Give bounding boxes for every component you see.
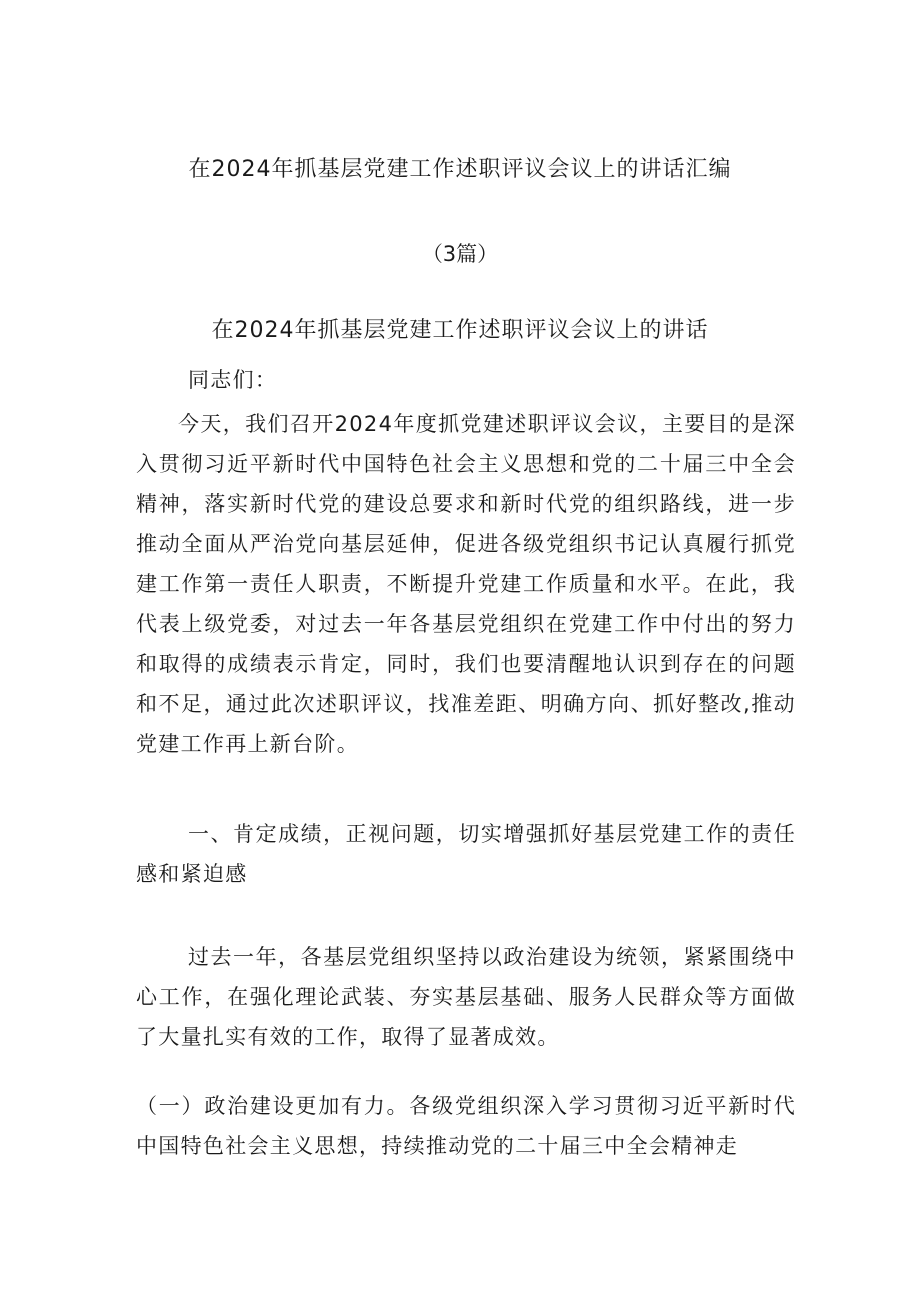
greeting: 同志们： <box>188 368 278 392</box>
paragraph-intro: 今天，我们召开2024年度抓党建述职评议会议，主要目的是深入贯彻习近平新时代中国特色社会主义思想和党的二十届三中全会精神，落实新时代党的建设总要求和新时代党的组织路线，进一步推动全面从严治党向基层延伸，促进各级党组织书记认真履行抓党建工作第一责任人职责，不断提升党建工作质量和水平。在此，我代表上级党委，对过去一年各基层党组织在党建工作中付出的努力和取得的成绩表示肯定，同时，我们也要清醒地认识到存在的问题和不足，通过此次述职评议，找准差距、明确方向、抓好整改,推动党建工作再上新台阶。 <box>136 412 796 756</box>
paragraph-achievements: 过去一年，各基层党组织坚持以政治建设为统领，紧紧围绕中心工作，在强化理论武装、夯实基层基础、服务人民群众等方面做了大量扎实有效的工作，取得了显著成效。 <box>136 945 796 1049</box>
speech-title: 在2024年抓基层党建工作述职评议会议上的讲话 <box>211 318 709 343</box>
section-heading-1: 一、肯定成绩，正视问题，切实增强抓好基层党建工作的责任感和紧迫感 <box>136 822 796 886</box>
document-subtitle: （3篇） <box>421 242 499 266</box>
document-title: 在2024年抓基层党建工作述职评议会议上的讲话汇编 <box>188 157 732 182</box>
paragraph-political-construction: （一）政治建设更加有力。各级党组织深入学习贯彻习近平新时代中国特色社会主义思想，持续推动党的二十届三中全会精神走 <box>136 1094 796 1158</box>
